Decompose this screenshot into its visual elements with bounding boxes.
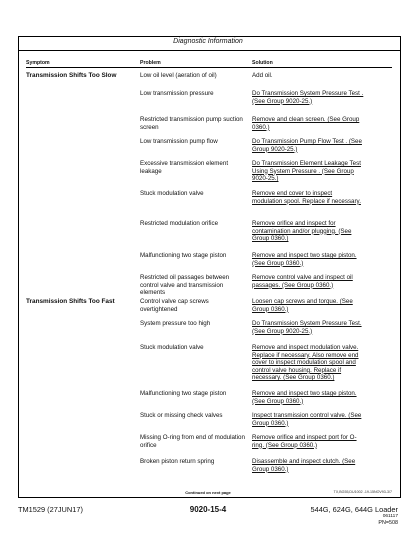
solution-cell: Remove and inspect two stage piston. (See Group 0360.): [252, 252, 357, 267]
problem-cell: Excessive transmission element leakage: [140, 160, 229, 175]
solution-cell: Remove end cover to inspect modulation spool. Replace if necessary.: [252, 190, 361, 205]
column-header-problem: Problem: [140, 60, 161, 66]
section-title: Diagnostic Information: [173, 38, 243, 45]
solution-cell: Inspect transmission control valve. (See Group 0360.): [252, 412, 362, 427]
solution-cell: Remove and clean screen. (See Group 0360.): [252, 116, 360, 131]
problem-cell: Stuck modulation valve: [140, 190, 204, 197]
problem-cell: Restricted transmission pump suction screen: [140, 116, 243, 131]
problem-cell: Malfunctioning two stage piston: [140, 252, 227, 259]
solution-cell: Remove orifice and inspect for contamination and/or plugging. (See Group 0360.): [252, 220, 352, 243]
problem-cell: Low oil level (aeration of oil): [140, 72, 217, 79]
solution-cell: Do Transmission Element Leakage Test Using System Pressure . (See Group 9020-25.): [252, 160, 361, 183]
symptom-cell: Transmission Shifts Too Fast: [26, 298, 115, 305]
problem-cell: System pressure too high: [140, 320, 211, 327]
column-header-divider: [26, 67, 392, 68]
footer-pn: PN=508: [378, 520, 398, 526]
document-code: TX,BG55,DU1002 -19-15NOV93-3/7: [333, 490, 392, 494]
solution-cell: Remove orifice and inspect port for O-ring. (See Group 0360.): [252, 434, 357, 449]
footer-manual-id: TM1529 (27JUN17): [18, 505, 83, 514]
problem-cell: Malfunctioning two stage piston: [140, 390, 227, 397]
problem-cell: Low transmission pressure: [140, 90, 214, 97]
solution-cell: Remove control valve and inspect oil passages. (See Group 0360.): [252, 274, 353, 289]
symptom-cell: Transmission Shifts Too Slow: [26, 72, 117, 79]
solution-cell: Remove and inspect modulation valve. Replace if necessary. Also remove end cover to inspect modulation spool and control valve housing. Replace if necessary. (See Group 0360.): [252, 344, 359, 382]
problem-cell: Stuck modulation valve: [140, 344, 204, 351]
problem-cell: Broken piston return spring: [140, 458, 215, 465]
problem-cell: Restricted modulation orifice: [140, 220, 219, 227]
problem-cell: Control valve cap screws overtightened: [140, 298, 209, 313]
footer-date-code: 061117: [382, 514, 398, 519]
footer-model: 544G, 624G, 644G Loader: [310, 505, 398, 514]
column-header-solution: Solution: [252, 60, 273, 66]
problem-cell: Missing O-ring from end of modulation orifice: [140, 434, 245, 449]
solution-cell: Do Transmission Pump Flow Test . (See Group 9020-25.): [252, 138, 362, 153]
solution-cell: Do Transmission System Pressure Test. (See Group 9020-25.): [252, 320, 362, 335]
solution-cell: Disassemble and inspect clutch. (See Group 0360.): [252, 458, 356, 473]
solution-cell: Loosen cap screws and torque. (See Group 0360.): [252, 298, 353, 313]
header-divider: [18, 50, 401, 51]
solution-cell: Add oil.: [252, 72, 273, 79]
problem-cell: Low transmission pump flow: [140, 138, 218, 145]
problem-cell: Stuck or missing check valves: [140, 412, 223, 419]
solution-cell: Do Transmission System Pressure Test . (See Group 9020-25.): [252, 90, 364, 105]
solution-cell: Remove and inspect two stage piston. (See Group 0360.): [252, 390, 357, 405]
footer-page-number: 9020-15-4: [189, 505, 227, 514]
problem-cell: Restricted oil passages between control valve and transmission elements: [140, 274, 230, 297]
column-header-symptom: Symptom: [26, 60, 50, 66]
continued-note: Continued on next page: [185, 490, 231, 495]
